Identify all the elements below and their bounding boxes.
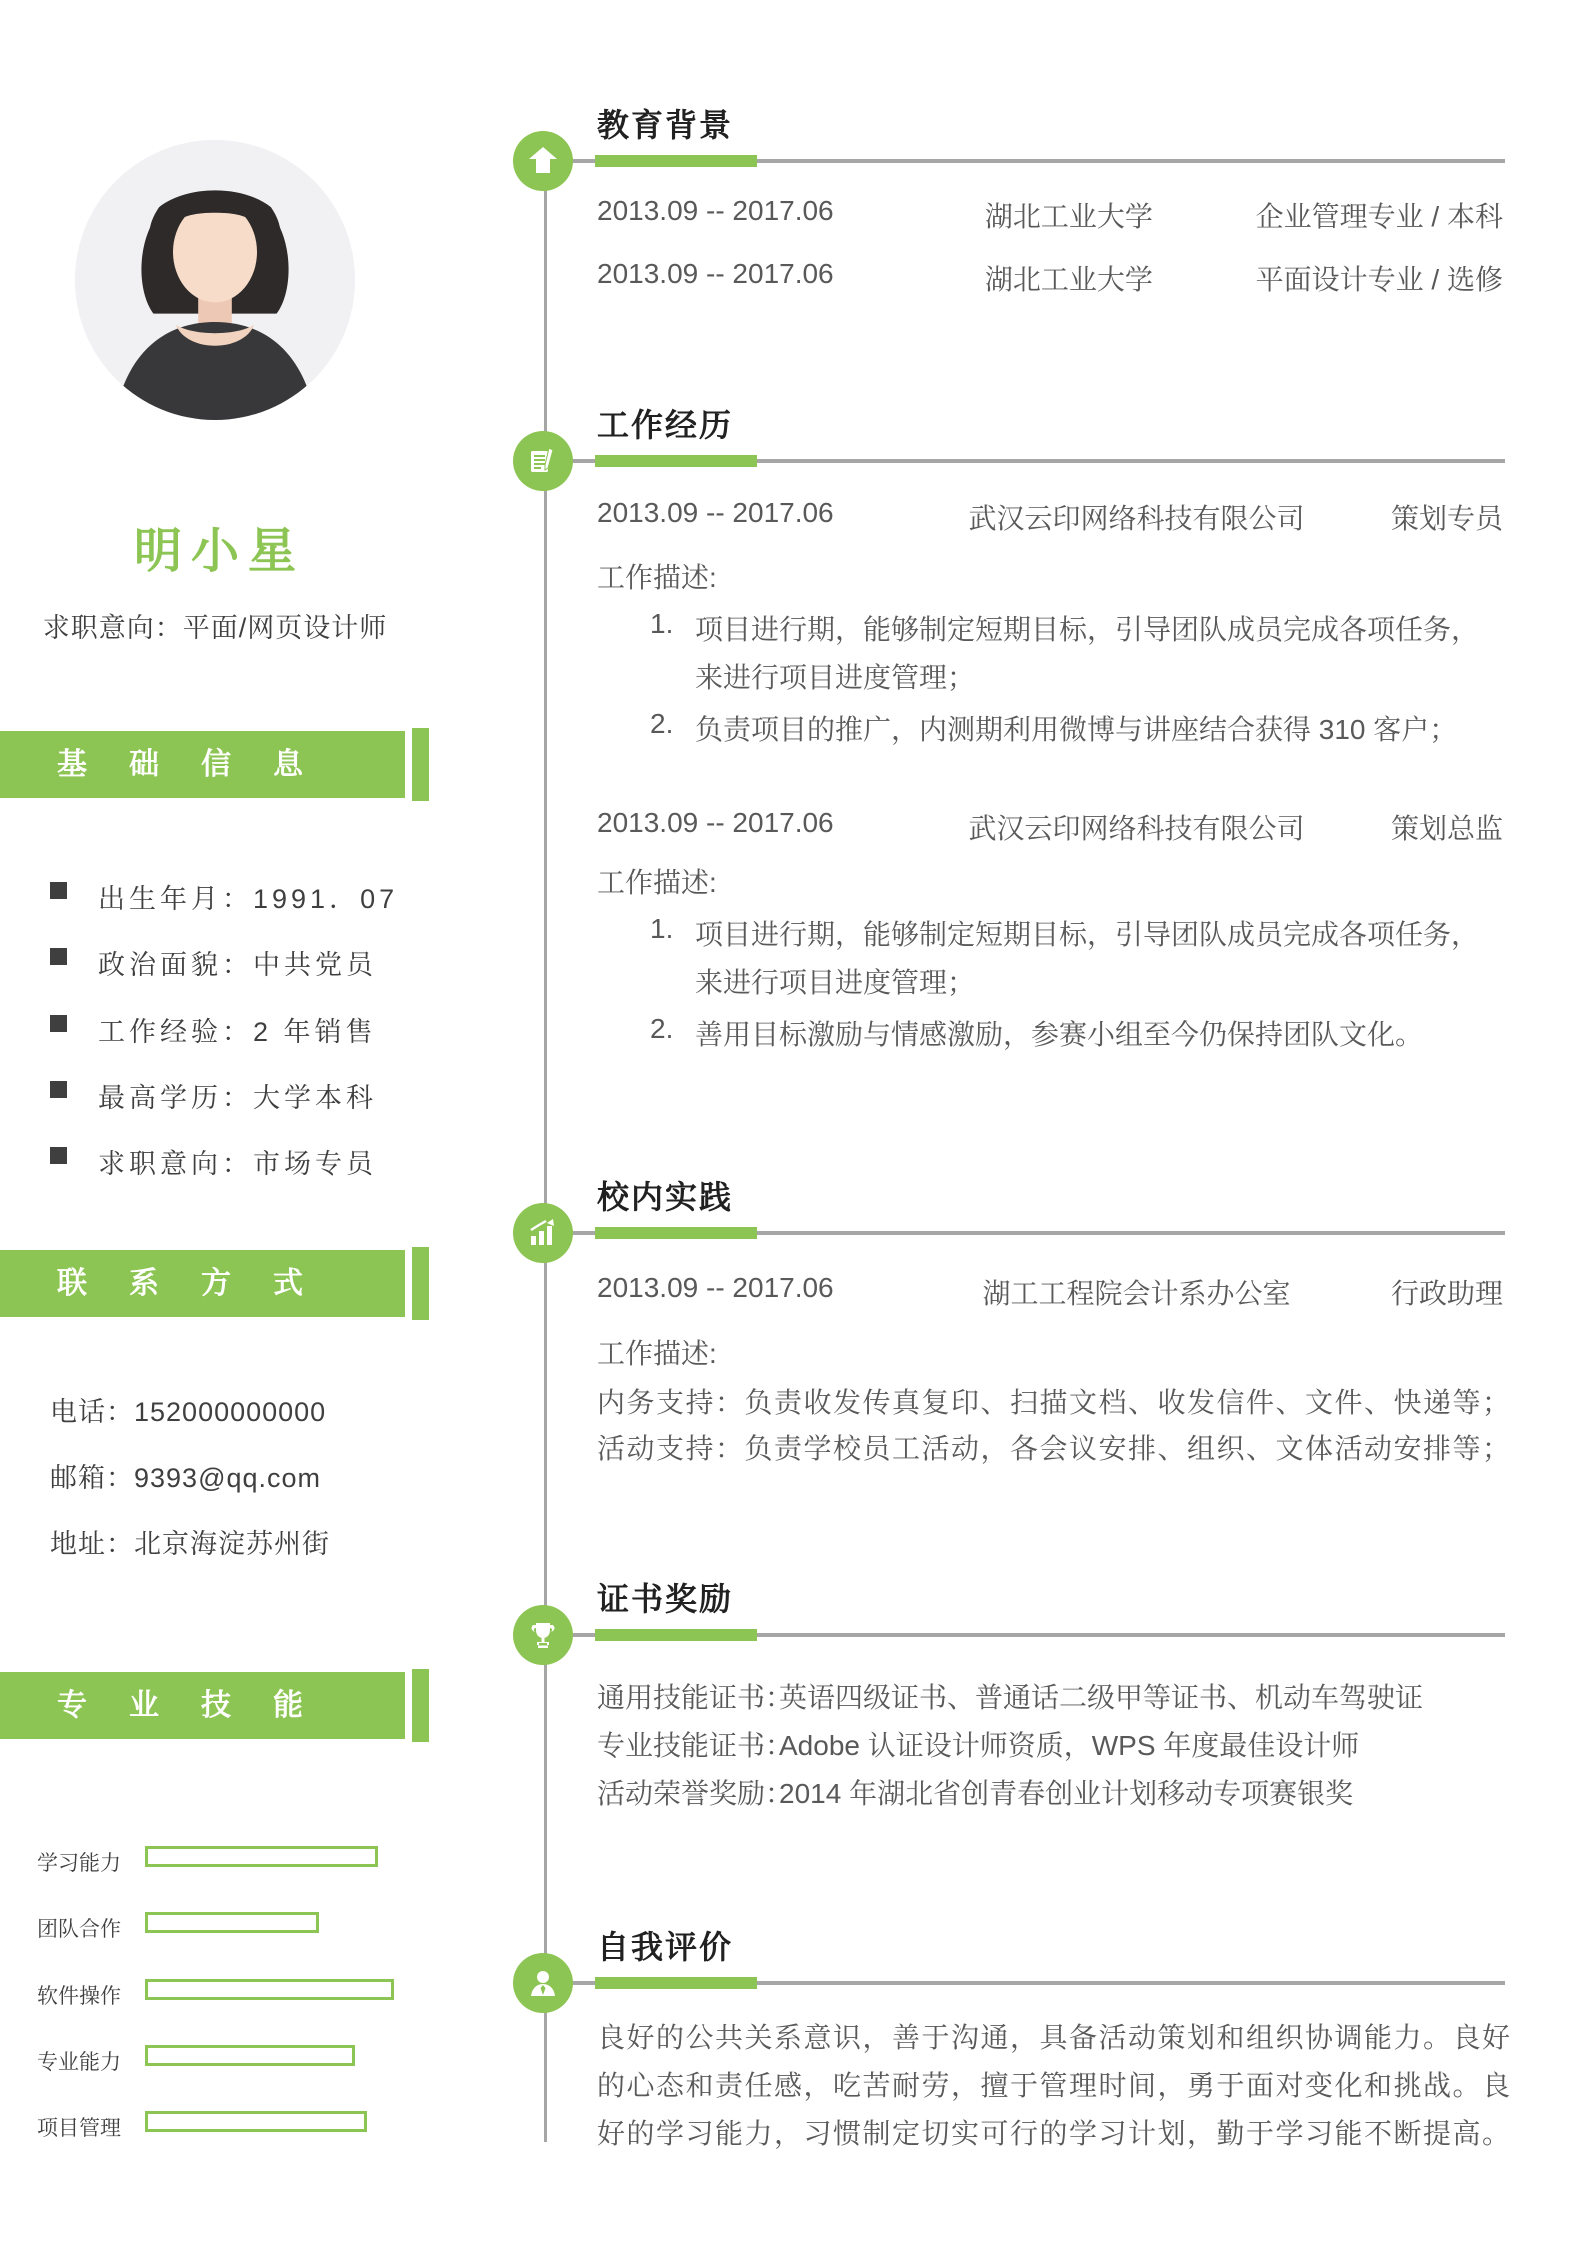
selfeval-line: 良好的公共关系意识，善于沟通，具备活动策划和组织协调能力。良好 [597, 2022, 1512, 2053]
chart-growth-icon [526, 1216, 560, 1250]
skill-label-teamwork: 团队合作 [37, 1918, 121, 1941]
campus-underline-accent [595, 1227, 757, 1239]
selfeval-node [513, 1953, 573, 2013]
campus-section-title: 校内实践 [597, 1179, 734, 1215]
campus-desc-line: 活动支持：负责学校员工活动，各会议安排、组织、文体活动安排等； [597, 1433, 1512, 1464]
skill-bar-learning [145, 1846, 378, 1867]
work-entry-row [597, 807, 1503, 844]
skill-bar-professional [145, 2045, 355, 2066]
work-desc-line: 来进行项目进度管理； [695, 662, 976, 693]
selfeval-line: 的心态和责任感，吃苦耐劳，擅于管理时间，勇于面对变化和挑战。良 [597, 2070, 1512, 2101]
campus-position: 行政助理 [1390, 1278, 1503, 1309]
education-date: 2013.09 -- 2017.06 [597, 258, 834, 289]
work-underline-accent [595, 455, 757, 467]
campus-org: 湖工工程院会计系办公室 [982, 1278, 1291, 1309]
work-desc-line: 项目进行期，能够制定短期目标，引导团队成员完成各项任务， [695, 614, 1480, 645]
bullet-square-icon [50, 1147, 67, 1164]
skill-bar-teamwork [145, 1912, 319, 1933]
list-number: 1. [650, 913, 674, 944]
info-text: 求职意向：市场专员 [98, 1149, 377, 1179]
certs-underline-accent [595, 1629, 757, 1641]
info-text: 政治面貌：中共党员 [98, 950, 377, 980]
campus-node [513, 1203, 573, 1263]
selfeval-line: 好的学习能力，习惯制定切实可行的学习计划，勤于学习能不断提高。 [597, 2118, 1512, 2149]
skill-bar-software [145, 1979, 394, 2000]
skill-label-professional: 专业能力 [37, 2051, 121, 2074]
skill-bar-project [145, 2111, 367, 2132]
education-row [597, 195, 1503, 232]
work-desc-label: 工作描述: [597, 867, 717, 898]
work-node [513, 431, 573, 491]
person-icon [526, 1966, 560, 2000]
cert-label: 通用技能证书： [597, 1682, 794, 1713]
work-section-title: 工作经历 [597, 407, 734, 443]
bullet-square-icon [50, 1015, 67, 1032]
cert-value: 英语四级证书、普通话二级甲等证书、机动车驾驶证 [779, 1682, 1424, 1713]
contact-accent-strip [412, 1247, 429, 1320]
education-date: 2013.09 -- 2017.06 [597, 195, 834, 226]
work-desc-line: 善用目标激励与情感激励，参赛小组至今仍保持团队文化。 [695, 1019, 1424, 1050]
info-row-political [0, 943, 430, 980]
education-section-title: 教育背景 [597, 107, 734, 143]
trophy-icon [526, 1618, 560, 1652]
work-company: 武汉云印网络科技有限公司 [968, 813, 1305, 844]
contact-address: 地址：北京海淀苏州街 [50, 1529, 330, 1559]
graduation-arrow-icon [526, 144, 560, 178]
cert-label: 专业技能证书： [597, 1730, 794, 1761]
basic-info-title: 基础信息 [57, 748, 345, 781]
certs-section-title: 证书奖励 [597, 1581, 734, 1617]
contact-email: 邮箱：9393@qq.com [50, 1463, 322, 1493]
work-date: 2013.09 -- 2017.06 [597, 497, 834, 528]
selfeval-section-title: 自我评价 [597, 1929, 734, 1965]
bullet-square-icon [50, 1081, 67, 1098]
work-desc-line: 项目进行期，能够制定短期目标，引导团队成员完成各项任务， [695, 919, 1480, 950]
skill-label-project: 项目管理 [37, 2117, 121, 2140]
education-underline-accent [595, 155, 757, 167]
skills-title: 专业技能 [57, 1689, 345, 1722]
list-number: 2. [650, 708, 674, 739]
work-company: 武汉云印网络科技有限公司 [968, 503, 1305, 534]
list-number: 2. [650, 1013, 674, 1044]
education-school: 湖北工业大学 [984, 264, 1153, 295]
info-text: 工作经验：2 年销售 [98, 1017, 377, 1047]
education-major: 平面设计专业 / 选修 [1255, 264, 1503, 295]
work-desc-line: 负责项目的推广，内测期利用微博与讲座结合获得 310 客户； [695, 714, 1458, 745]
campus-desc-label: 工作描述: [597, 1338, 717, 1369]
job-objective: 求职意向：平面/网页设计师 [42, 613, 388, 643]
info-text: 出生年月：1991．07 [98, 884, 399, 914]
campus-desc-line: 内务支持：负责收发传真复印、扫描文档、收发信件、文件、快递等； [597, 1387, 1512, 1418]
cert-value: Adobe 认证设计师资质，WPS 年度最佳设计师 [779, 1730, 1360, 1761]
list-number: 1. [650, 608, 674, 639]
skill-label-learning: 学习能力 [37, 1852, 121, 1875]
avatar [75, 140, 355, 420]
campus-date: 2013.09 -- 2017.06 [597, 1272, 834, 1303]
portrait-photo-icon [75, 140, 355, 420]
cert-value: 2014 年湖北省创青春创业计划移动专项赛银奖 [779, 1778, 1354, 1809]
work-desc-label: 工作描述: [597, 562, 717, 593]
work-position: 策划专员 [1390, 503, 1503, 534]
info-row-degree [0, 1076, 430, 1113]
education-node [513, 131, 573, 191]
education-row [597, 258, 1503, 295]
work-entry-row [597, 497, 1503, 534]
info-text: 最高学历：大学本科 [98, 1083, 377, 1113]
cert-label: 活动荣誉奖励： [597, 1778, 794, 1809]
selfeval-underline-accent [595, 1977, 757, 1989]
info-row-experience [0, 1010, 430, 1047]
work-desc-line: 来进行项目进度管理； [695, 967, 976, 998]
info-row-objective [0, 1142, 430, 1179]
basic-info-accent-strip [412, 728, 429, 801]
skills-header [0, 1672, 405, 1739]
work-position: 策划总监 [1390, 813, 1503, 844]
candidate-name: 明小星 [133, 525, 305, 578]
skills-accent-strip [412, 1669, 429, 1742]
contact-header [0, 1250, 405, 1317]
bullet-square-icon [50, 948, 67, 965]
contact-title: 联系方式 [57, 1267, 345, 1300]
basic-info-header [0, 731, 405, 798]
education-major: 企业管理专业 / 本科 [1255, 201, 1503, 232]
document-pen-icon [526, 444, 560, 478]
campus-entry-row [597, 1272, 1503, 1309]
education-school: 湖北工业大学 [984, 201, 1153, 232]
work-date: 2013.09 -- 2017.06 [597, 807, 834, 838]
info-row-birth [0, 877, 430, 914]
skill-label-software: 软件操作 [37, 1985, 121, 2008]
bullet-square-icon [50, 882, 67, 899]
certs-node [513, 1605, 573, 1665]
contact-phone: 电话：152000000000 [50, 1397, 327, 1427]
